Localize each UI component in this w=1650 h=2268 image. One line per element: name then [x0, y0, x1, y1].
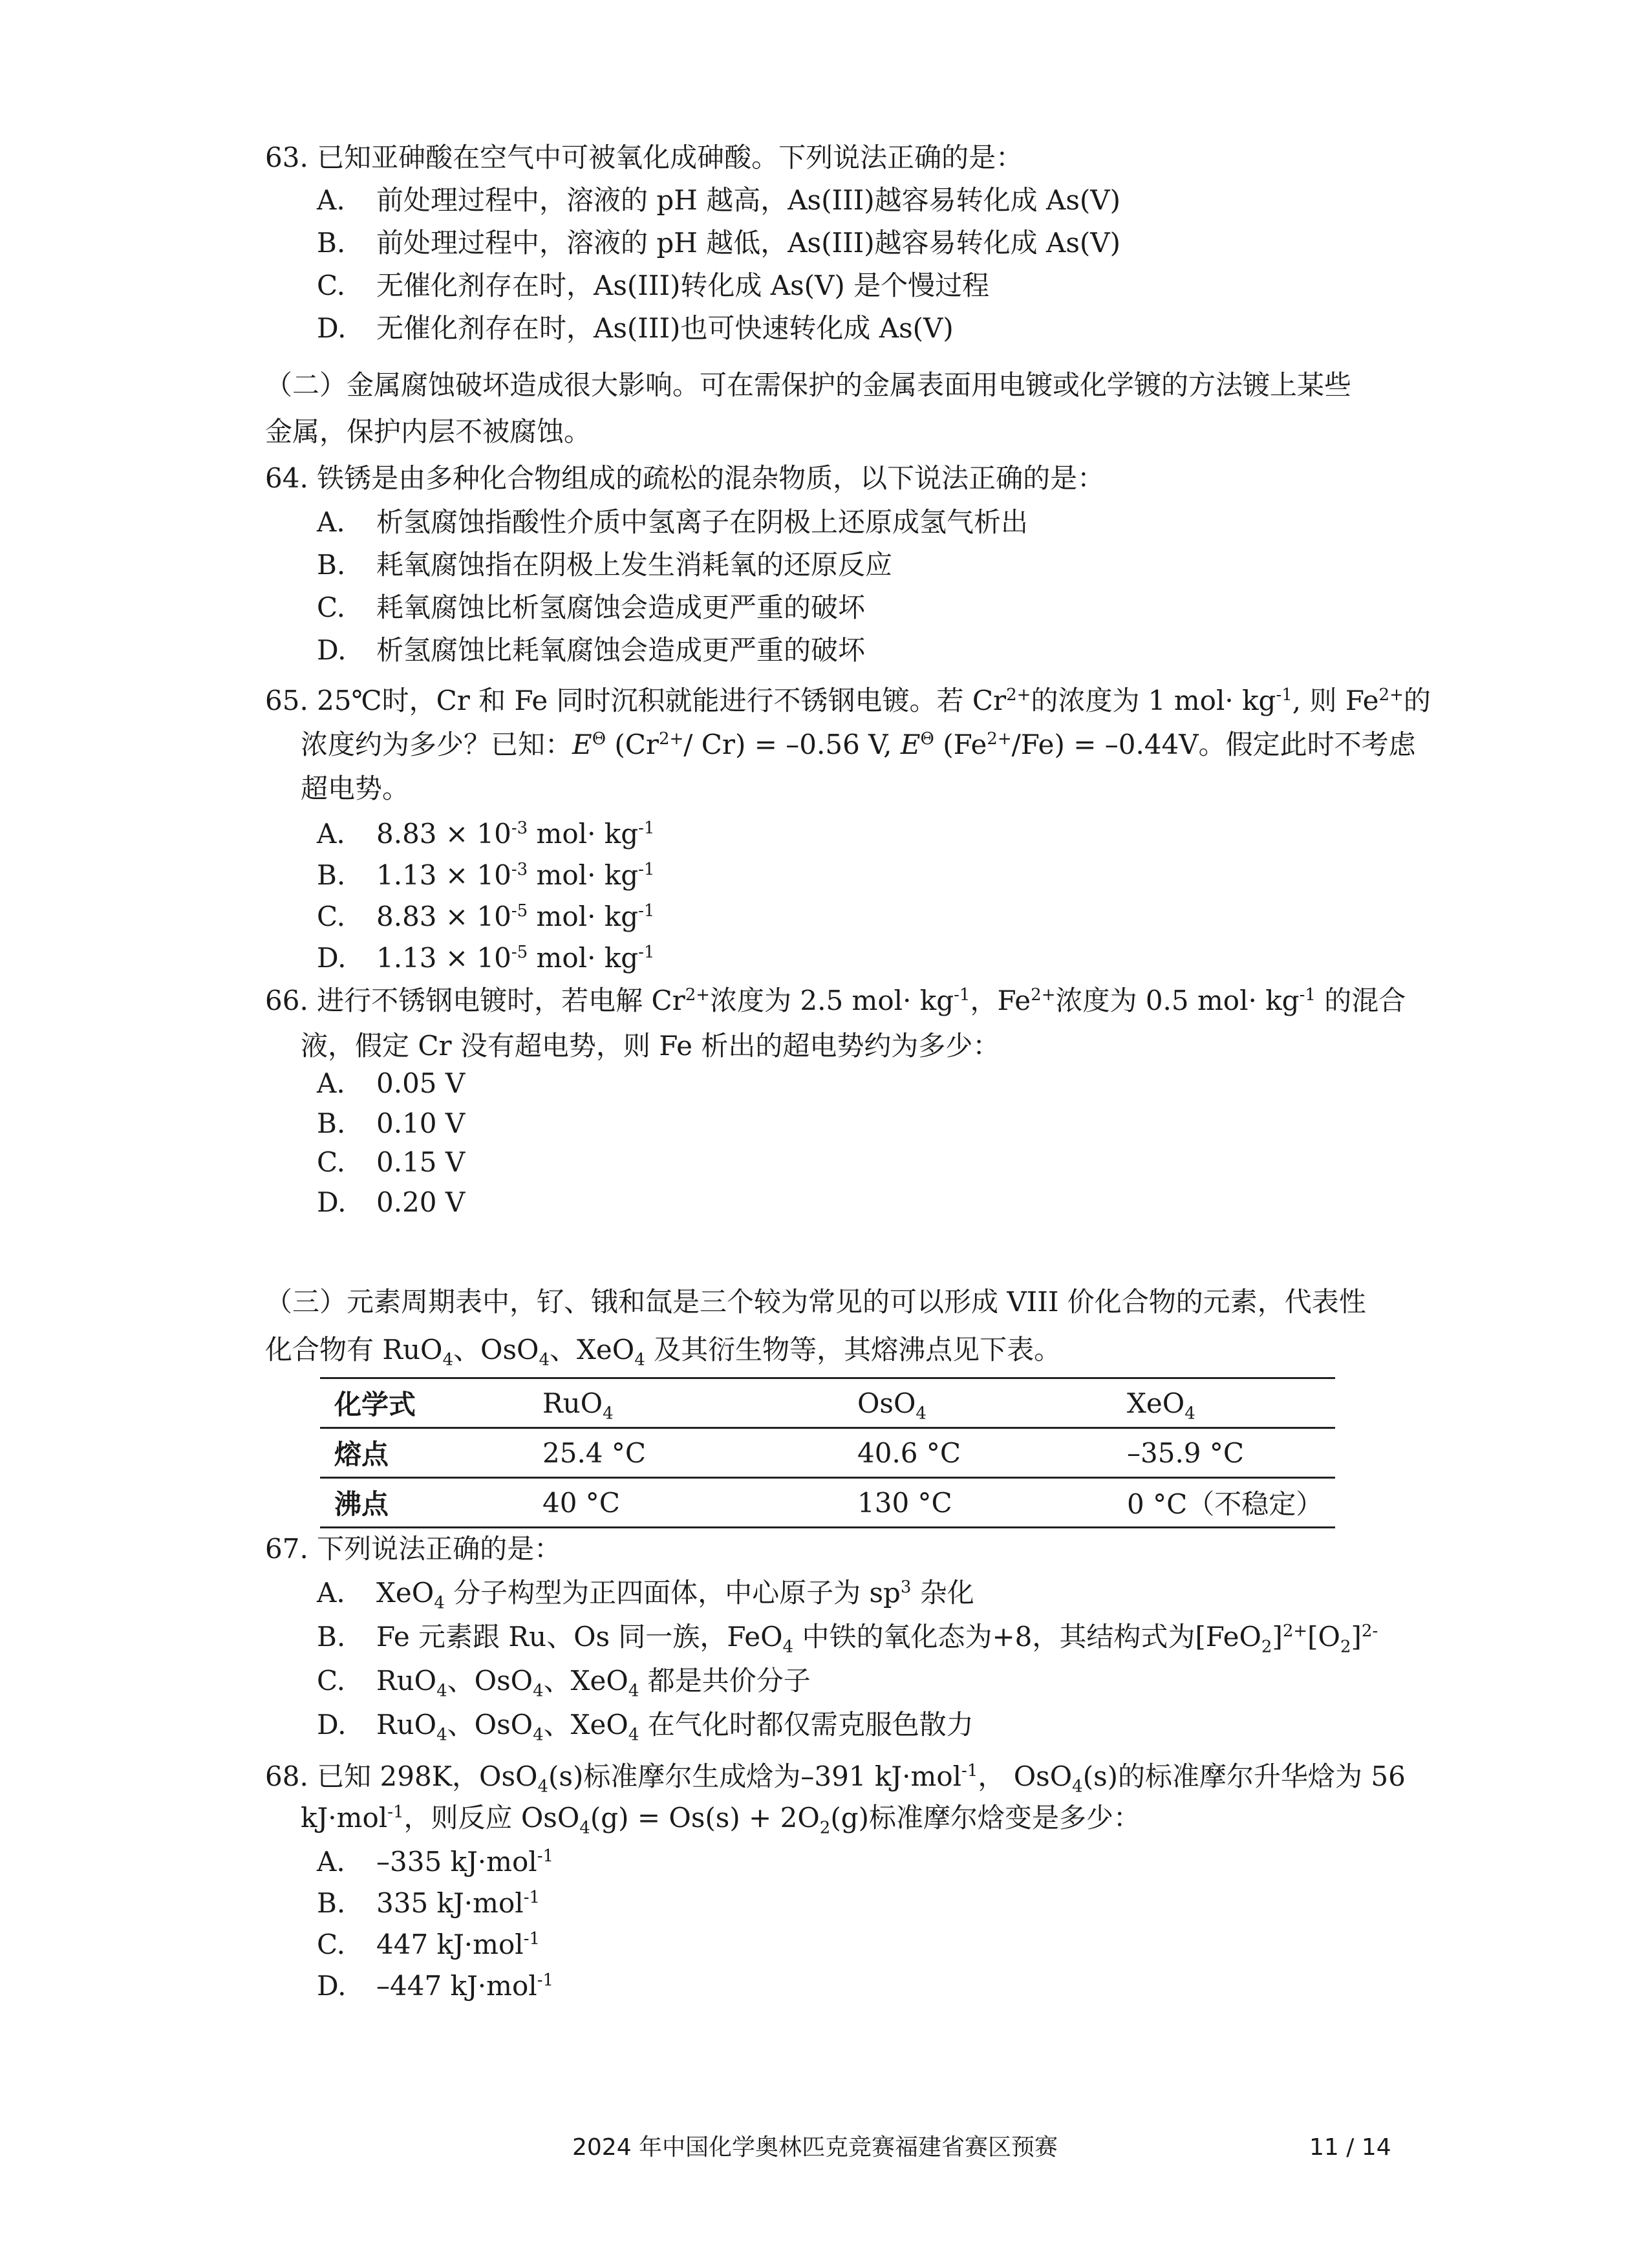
- superscript: 2-: [1361, 1621, 1378, 1641]
- option-label: A.: [317, 1577, 345, 1609]
- option-text: 析氢腐蚀比耗氧腐蚀会造成更严重的破坏: [376, 634, 866, 666]
- text: (s)的标准摩尔升华焓为 56: [1082, 1760, 1406, 1792]
- subscript: 4: [533, 1681, 544, 1701]
- text: 在气化时都仅需克服色散力: [639, 1709, 974, 1740]
- q67-option-b: [317, 1619, 1378, 1655]
- q66-option-d: [317, 1184, 465, 1221]
- text: 65. 25℃时，Cr 和 Fe 同时沉积就能进行不锈钢电镀。若 Cr: [265, 685, 1007, 716]
- table-header-cell: [528, 1378, 843, 1428]
- text: 都是共价分子: [639, 1665, 811, 1696]
- option-text: 前处理过程中，溶液的 pH 越高，As(III)越容易转化成 As(V): [376, 184, 1120, 216]
- text: 的混合: [1315, 985, 1406, 1016]
- superscript: 2+: [1378, 685, 1404, 705]
- option-label: D.: [317, 1709, 347, 1740]
- subscript: 4: [1072, 1777, 1083, 1797]
- subscript: 4: [1184, 1403, 1195, 1423]
- potential-symbol: E: [572, 729, 592, 760]
- q64-stem: 64. 铁锈是由多种化合物组成的疏松的混杂物质，以下说法正确的是：: [265, 462, 1105, 494]
- text: ]: [1351, 1621, 1362, 1653]
- table-header-cell: [1113, 1378, 1335, 1428]
- standard-symbol: Θ: [592, 729, 606, 749]
- table-row: [320, 1428, 1335, 1478]
- option-label: D.: [317, 634, 347, 666]
- table-cell: 130 °C: [857, 1486, 952, 1519]
- text: (s)标准摩尔生成焓为–391 kJ·mol: [548, 1760, 962, 1792]
- option-label: B.: [317, 1887, 346, 1919]
- text: 1.13 × 10: [376, 859, 511, 891]
- text: 8.83 × 10: [376, 818, 511, 850]
- superscript: -1: [537, 1971, 554, 1990]
- table-cell: 熔点: [334, 1439, 389, 1470]
- table-cell: 沸点: [334, 1488, 389, 1520]
- option-label: C.: [317, 592, 345, 623]
- q65-option-d: [317, 940, 654, 976]
- q65-option-a: [317, 816, 654, 852]
- superscript: -1: [1276, 685, 1292, 705]
- text: ]: [1272, 1621, 1283, 1653]
- option-text: 0.15 V: [376, 1146, 466, 1178]
- q64-option-b: [317, 547, 892, 583]
- subscript: 4: [628, 1681, 639, 1701]
- q65-stem-line2: [301, 727, 1416, 763]
- table-header-cell: 化学式: [334, 1389, 416, 1420]
- text: 浓度约为多少？已知：: [301, 729, 573, 760]
- text: mol· kg: [528, 901, 639, 932]
- superscript: 2+: [1282, 1621, 1308, 1641]
- option-label: C.: [317, 901, 345, 932]
- option-label: B.: [317, 227, 346, 259]
- option-label: D.: [317, 942, 347, 974]
- subscript: 4: [533, 1725, 544, 1745]
- q68-option-c: [317, 1927, 540, 1963]
- option-text: 无催化剂存在时，As(III)转化成 As(V) 是个慢过程: [376, 270, 990, 301]
- superscript: -1: [523, 1888, 541, 1907]
- text: 68. 已知 298K，OsO: [265, 1760, 538, 1792]
- superscript: -1: [387, 1803, 404, 1822]
- text: 、XeO: [543, 1709, 628, 1740]
- superscript: -1: [638, 943, 655, 962]
- q64-option-c: [317, 590, 865, 626]
- option-text: 耗氧腐蚀指在阴极上发生消耗氧的还原反应: [376, 549, 893, 581]
- text: , 则 Fe: [1292, 685, 1379, 716]
- q68-stem-line1: [265, 1759, 1406, 1795]
- subscript: 4: [539, 1350, 550, 1370]
- subscript: 4: [434, 1593, 445, 1613]
- option-label: A.: [317, 1846, 345, 1878]
- option-text: 前处理过程中，溶液的 pH 越低，As(III)越容易转化成 As(V): [376, 227, 1120, 259]
- text: /Fe) = –0.44V。假定此时不考虑: [1011, 729, 1416, 760]
- text: (g)标准摩尔焓变是多少：: [830, 1802, 1141, 1834]
- superscript: -1: [961, 1761, 978, 1781]
- option-text: 析氢腐蚀指酸性介质中氢离子在阴极上还原成氢气析出: [376, 506, 1029, 538]
- text: 66. 进行不锈钢电镀时，若电解 Cr: [265, 985, 685, 1016]
- subscript: 4: [579, 1818, 590, 1838]
- option-text: 无催化剂存在时，As(III)也可快速转化成 As(V): [376, 312, 954, 344]
- option-text: 0.05 V: [376, 1067, 466, 1099]
- q67-option-a: [317, 1575, 974, 1611]
- q64-option-d: [317, 632, 865, 669]
- text: 中铁的氧化态为+8，其结构式为[FeO: [793, 1621, 1261, 1653]
- text: –335 kJ·mol: [376, 1846, 537, 1878]
- text: OsO: [857, 1387, 916, 1419]
- table-header-row: [320, 1378, 1335, 1428]
- superscript: -1: [638, 901, 655, 921]
- text: 化合物有 RuO: [265, 1334, 443, 1365]
- subscript: 2: [819, 1818, 831, 1838]
- subscript: 4: [782, 1637, 794, 1657]
- subscript: 4: [436, 1681, 447, 1701]
- text: RuO: [542, 1387, 603, 1419]
- text: 的浓度为 1 mol· kg: [1031, 685, 1276, 716]
- text: (Cr: [606, 729, 659, 760]
- standard-symbol: Θ: [920, 729, 934, 749]
- text: 、OsO: [453, 1334, 539, 1365]
- text: mol· kg: [528, 818, 639, 850]
- text: ，则反应 OsO: [403, 1802, 580, 1834]
- table-cell: 0 °C（不稳定）: [1127, 1488, 1323, 1520]
- subscript: 4: [628, 1725, 639, 1745]
- page-number: 11 / 14: [1309, 2134, 1391, 2161]
- q68-option-a: [317, 1844, 553, 1880]
- q66-option-a: [317, 1065, 465, 1102]
- text: mol· kg: [528, 942, 639, 974]
- q67-stem: 67. 下列说法正确的是：: [265, 1533, 562, 1565]
- text: 浓度为 0.5 mol· kg: [1055, 985, 1300, 1016]
- option-label: B.: [317, 1621, 346, 1653]
- subscript: 4: [537, 1777, 549, 1797]
- subscript: 2: [1340, 1637, 1351, 1657]
- subscript: 2: [1261, 1637, 1272, 1657]
- option-label: A.: [317, 506, 345, 538]
- text: 、OsO: [447, 1709, 533, 1740]
- option-label: A.: [317, 184, 345, 216]
- text: 、XeO: [543, 1665, 628, 1696]
- option-label: A.: [317, 818, 345, 850]
- option-label: A.: [317, 1067, 345, 1099]
- superscript: 2+: [1006, 685, 1031, 705]
- text: RuO: [376, 1709, 437, 1740]
- subscript: 4: [603, 1403, 614, 1423]
- table-cell: –35.9 °C: [1127, 1437, 1245, 1469]
- option-label: B.: [317, 1107, 346, 1139]
- q67-option-c: [317, 1663, 811, 1699]
- superscript: -5: [511, 901, 528, 921]
- q66-stem-line2: 液，假定 Cr 没有超电势，则 Fe 析出的超电势约为多少：: [301, 1030, 1000, 1062]
- option-label: D.: [317, 1186, 347, 1218]
- section2-intro-line2: 金属，保护内层不被腐蚀。: [265, 416, 592, 447]
- text: 8.83 × 10: [376, 901, 511, 932]
- text: 1.13 × 10: [376, 942, 511, 974]
- option-label: B.: [317, 549, 346, 581]
- potential-symbol: E: [900, 729, 921, 760]
- option-label: B.: [317, 859, 346, 891]
- text: –447 kJ·mol: [376, 1970, 537, 2002]
- section3-intro-line2: [265, 1332, 1061, 1368]
- text: mol· kg: [528, 859, 639, 891]
- text: 、XeO: [549, 1334, 635, 1365]
- table-cell: 40 °C: [542, 1486, 620, 1519]
- text: 及其衍生物等，其熔沸点见下表。: [645, 1334, 1062, 1365]
- superscript: -1: [537, 1846, 554, 1866]
- superscript: 2+: [685, 985, 711, 1005]
- superscript: 3: [900, 1578, 912, 1597]
- subscript: 4: [916, 1403, 927, 1423]
- q63-stem: 63. 已知亚砷酸在空气中可被氧化成砷酸。下列说法正确的是：: [265, 142, 1023, 173]
- q64-option-a: [317, 504, 1028, 540]
- q68-stem-line2: [301, 1800, 1141, 1836]
- q68-option-b: [317, 1885, 540, 1921]
- text: 的: [1403, 685, 1431, 716]
- text: RuO: [376, 1665, 437, 1696]
- superscript: -1: [638, 860, 655, 879]
- q66-option-c: [317, 1144, 465, 1181]
- text: XeO: [1127, 1387, 1185, 1419]
- text: Fe 元素跟 Ru、Os 同一族，FeO: [376, 1621, 783, 1653]
- superscript: -1: [523, 1929, 541, 1949]
- text: ，Fe: [970, 985, 1031, 1016]
- section3-intro-line1: （三）元素周期表中，钌、锇和氙是三个较为常见的可以形成 VIII 价化合物的元素，代表性: [265, 1286, 1366, 1318]
- subscript: 4: [442, 1350, 454, 1370]
- footer-title: 2024 年中国化学奥林匹克竞赛福建省赛区预赛: [572, 2134, 1058, 2161]
- text: kJ·mol: [301, 1802, 388, 1834]
- q63-option-c: [317, 268, 989, 304]
- q65-option-b: [317, 857, 654, 893]
- subscript: 4: [436, 1725, 447, 1745]
- table-cell: 25.4 °C: [542, 1437, 647, 1469]
- option-label: C.: [317, 270, 345, 301]
- option-label: C.: [317, 1665, 345, 1696]
- text: / Cr) = –0.56 V,: [683, 729, 901, 760]
- table-row: [320, 1478, 1335, 1528]
- text: 447 kJ·mol: [376, 1929, 524, 1960]
- superscript: -3: [511, 818, 528, 838]
- superscript: -3: [511, 860, 528, 879]
- properties-table: [320, 1377, 1335, 1528]
- text: XeO: [376, 1577, 434, 1609]
- text: [O: [1307, 1621, 1340, 1653]
- q63-option-a: [317, 182, 1120, 219]
- superscript: -1: [954, 985, 970, 1005]
- option-text: 0.10 V: [376, 1107, 466, 1139]
- table-header-cell: [843, 1378, 1113, 1428]
- table-cell: 40.6 °C: [857, 1437, 961, 1469]
- q65-stem-line1: [265, 683, 1431, 719]
- text: (g) = Os(s) + 2O: [590, 1802, 820, 1834]
- text: ， OsO: [978, 1760, 1073, 1792]
- option-text: 耗氧腐蚀比析氢腐蚀会造成更严重的破坏: [376, 592, 866, 623]
- text: 、OsO: [447, 1665, 533, 1696]
- text: 分子构型为正四面体，中心原子为 sp: [444, 1577, 901, 1609]
- q66-stem-line1: [265, 983, 1406, 1019]
- superscript: -1: [1299, 985, 1316, 1005]
- superscript: -1: [638, 818, 655, 838]
- subscript: 4: [634, 1350, 645, 1370]
- superscript: 2+: [987, 729, 1012, 749]
- q65-stem-line3: 超电势。: [301, 773, 410, 804]
- superscript: 2+: [1031, 985, 1056, 1005]
- q63-option-d: [317, 310, 954, 347]
- section2-intro-line1: （二）金属腐蚀破坏造成很大影响。可在需保护的金属表面用电镀或化学镀的方法镀上某些: [265, 369, 1352, 401]
- option-text: 0.20 V: [376, 1186, 466, 1218]
- q65-option-c: [317, 899, 654, 935]
- option-label: D.: [317, 312, 347, 344]
- q68-option-d: [317, 1968, 553, 2004]
- text: 335 kJ·mol: [376, 1887, 524, 1919]
- q63-option-b: [317, 225, 1120, 261]
- superscript: -5: [511, 943, 528, 962]
- text: 杂化: [911, 1577, 974, 1609]
- option-label: C.: [317, 1146, 345, 1178]
- text: (Fe: [934, 729, 987, 760]
- option-label: D.: [317, 1970, 347, 2002]
- text: 浓度为 2.5 mol· kg: [710, 985, 954, 1016]
- superscript: 2+: [658, 729, 684, 749]
- option-label: C.: [317, 1929, 345, 1960]
- q66-option-b: [317, 1106, 465, 1142]
- q67-option-d: [317, 1707, 974, 1743]
